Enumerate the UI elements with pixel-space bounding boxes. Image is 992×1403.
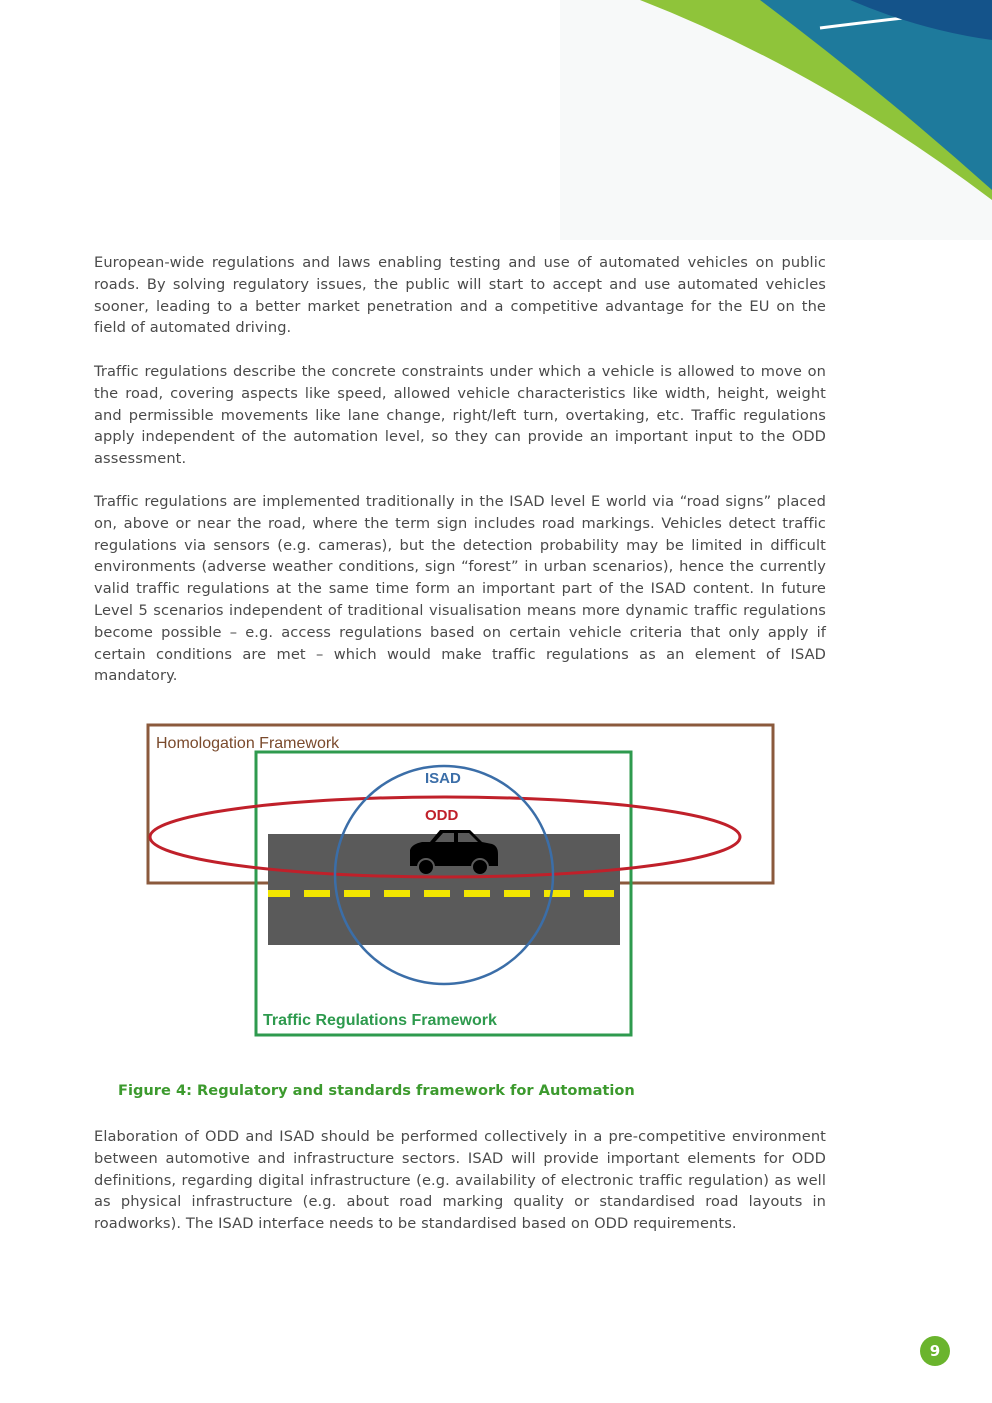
body-paragraph-1: European-wide regulations and laws enabling testing and use of automated vehicles on public roads. By solving regulatory issues, the public will start to accept and use automated vehicles sooner, leading to a better market penetration and a competitive advantage for the EU on the field of automated driving. (94, 254, 826, 337)
lane-markings (268, 890, 614, 897)
page-number: 9 (920, 1336, 950, 1366)
isad-label: ISAD (425, 770, 461, 787)
odd-label: ODD (425, 807, 459, 824)
framework-diagram (140, 718, 785, 1048)
traffic-regulations-framework-label: Traffic Regulations Framework (263, 1012, 497, 1029)
figure-caption: Figure 4: Regulatory and standards framework for Automation (118, 1082, 635, 1099)
body-paragraph-2: Traffic regulations describe the concrete constraints under which a vehicle is allowed to move on the road, covering aspects like speed, allowed vehicle characteristics like width, height, weight and permissible movements like lane change, right/left turn, overtaking, etc. Traffic regulations apply independent of the automation level, so they can provide an important input to the ODD assessment. (94, 363, 826, 468)
corner-decoration (0, 0, 992, 240)
body-paragraph-4: Elaboration of ODD and ISAD should be performed collectively in a pre-competitive environment between automotive and infrastructure sectors. ISAD will provide important elements for ODD definitions, regarding digital infrastructure (e.g. availability of electronic traffic regulation) as well as physical infrastructure (e.g. about road marking quality or standardised road layouts in roadworks). The ISAD interface needs to be standardised based on ODD requirements. (94, 1128, 826, 1233)
homologation-framework-label: Homologation Framework (156, 735, 340, 752)
body-paragraph-3: Traffic regulations are implemented traditionally in the ISAD level E world via “road signs” placed on, above or near the road, where the term sign includes road markings. Vehicles detect traffic regulations via sensors (e.g. cameras), but the detection probability may be limited in difficult environments (adverse weather conditions, sign “forest” in urban scenarios), hence the currently valid traffic regulations at the same time form an important part of the ISAD content. In future Level 5 scenarios independent of traditional visualisation means more dynamic traffic regulations become possible – e.g. access regulations based on certain vehicle criteria that only apply if certain conditions are met – which would make traffic regulations as an element of ISAD mandatory. (94, 493, 826, 685)
